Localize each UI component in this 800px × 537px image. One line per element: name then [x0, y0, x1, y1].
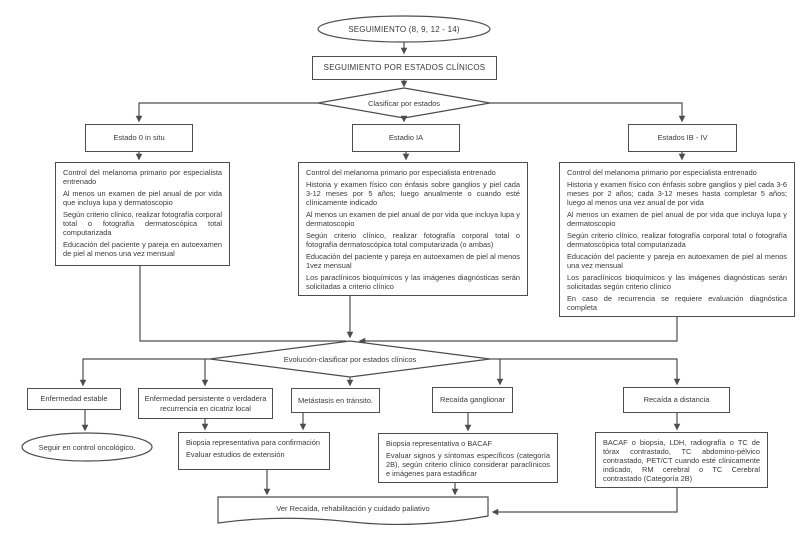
detail-item: Educación del paciente y pareja en autoexamen de piel al menos una vez mensual [567, 252, 787, 271]
stage-ib-iv-details [559, 162, 795, 317]
action-line: Biopsia representativa para confirmación [186, 438, 320, 447]
stage-0-box: Estado 0 in situ [85, 124, 193, 152]
detail-item: Al menos un examen de piel anual de por vida que incluya lupa y dermatoscopio [306, 210, 520, 229]
stable-followup-label: Seguir en control oncológico. [38, 442, 136, 452]
stage-ia-box: Estadio IA [352, 124, 460, 152]
detail-item: Control del melanoma primario por especialista entrenado [306, 168, 496, 177]
evolution-decision-label: Evolución-clasificar por estados clínicos [283, 354, 417, 364]
detail-item: Educación del paciente y pareja en autoexamen de piel al menos 1vez mensual [306, 252, 520, 271]
detail-item: En caso de recurrencia se requiere evaluación diagnóstica completa [567, 294, 787, 313]
action-line: Evaluar estudios de extensión [186, 450, 285, 460]
outcome-nodal-box: Recaída ganglionar [432, 387, 513, 413]
detail-item: Al menos un examen de piel anual de por vida que incluya lupa y dermatoscopio [567, 210, 787, 229]
detail-item: Según criterio clínico, realizar fotografía corporal total o fotografía dermatoscópica total computarizada [567, 231, 787, 250]
detail-item: Según criterio clínico, realizar fotografía corporal total o fotografía dermatoscópica total computarizada (o ambas) [306, 231, 520, 250]
detail-item: Educación del paciente y pareja en autoexamen de piel al menos una vez mensual [63, 240, 222, 259]
start-terminator-label: SEGUIMIENTO (8, 9, 12 - 14) [348, 24, 460, 34]
process-box: SEGUIMIENTO POR ESTADOS CLÍNICOS [312, 56, 497, 80]
outcome-persistent-box: Enfermedad persistente o verdadera recurrencia en cicatriz local [138, 388, 273, 419]
action-line: Evaluar signos y síntomas específicos (categoría 2B), según criterio clínico considerar paraclínicos e imágenes para estadificar [386, 451, 550, 479]
detail-item: Los paraclínicos bioquímicos y las imágenes diagnósticas serán solicitadas según criterio clínico [567, 273, 787, 292]
detail-item: Al menos un examen de piel anual de por vida que incluya lupa y dermatoscopio [63, 189, 222, 208]
detail-item: Historia y examen físico con énfasis sobre ganglios y piel cada 3-6 meses por 2 años; cada 3-12 meses hasta completar 5 años; luego al menos una vez anual de por vida [567, 180, 787, 208]
final-document-label: Ver Recaída, rehabilitación y cuidado paliativo [276, 503, 430, 513]
nodal-relapse-action-box [378, 433, 558, 483]
distant-relapse-action-box [595, 432, 768, 488]
detail-item: Control del melanoma primario por especialista entrenado [63, 168, 222, 187]
outcome-stable-box: Enfermedad estable [27, 388, 121, 410]
local-recurrence-action-box [178, 432, 330, 470]
stage-ia-details [298, 162, 528, 296]
action-line: BACAF o biopsia, LDH, radiografía o TC de tórax contrastado, TC abdomino-pélvico contrastado, PET/CT cuando esté clínicamente indicado, RM cerebral o TC Cerebral contrastado (Categoría 2B) [603, 438, 760, 484]
action-line: Biopsia representativa o BACAF [386, 439, 492, 448]
detail-item: Los paraclínicos bioquímicos y las imágenes diagnósticas serán solicitadas a criterio clínico [306, 273, 520, 292]
outcome-distant-box: Recaída a distancia [623, 387, 730, 413]
stage-ib-iv-box: Estados IB - IV [628, 124, 737, 152]
classify-decision-label: Clasificar por estados [367, 98, 441, 108]
stage-0-details [55, 162, 230, 266]
outcome-transit-box: Metástasis en tránsito. [291, 388, 380, 413]
detail-item: Historia y examen físico con énfasis sobre ganglios y piel cada 3-12 meses por 5 años; luego anualmente o cuando esté clínicamente indicado [306, 180, 520, 208]
detail-item: Según criterio clínico, realizar fotografía corporal total o fotografía dermatoscópica total computarizada [63, 210, 222, 238]
detail-item: Control del melanoma primario por especialista entrenado [567, 168, 757, 177]
